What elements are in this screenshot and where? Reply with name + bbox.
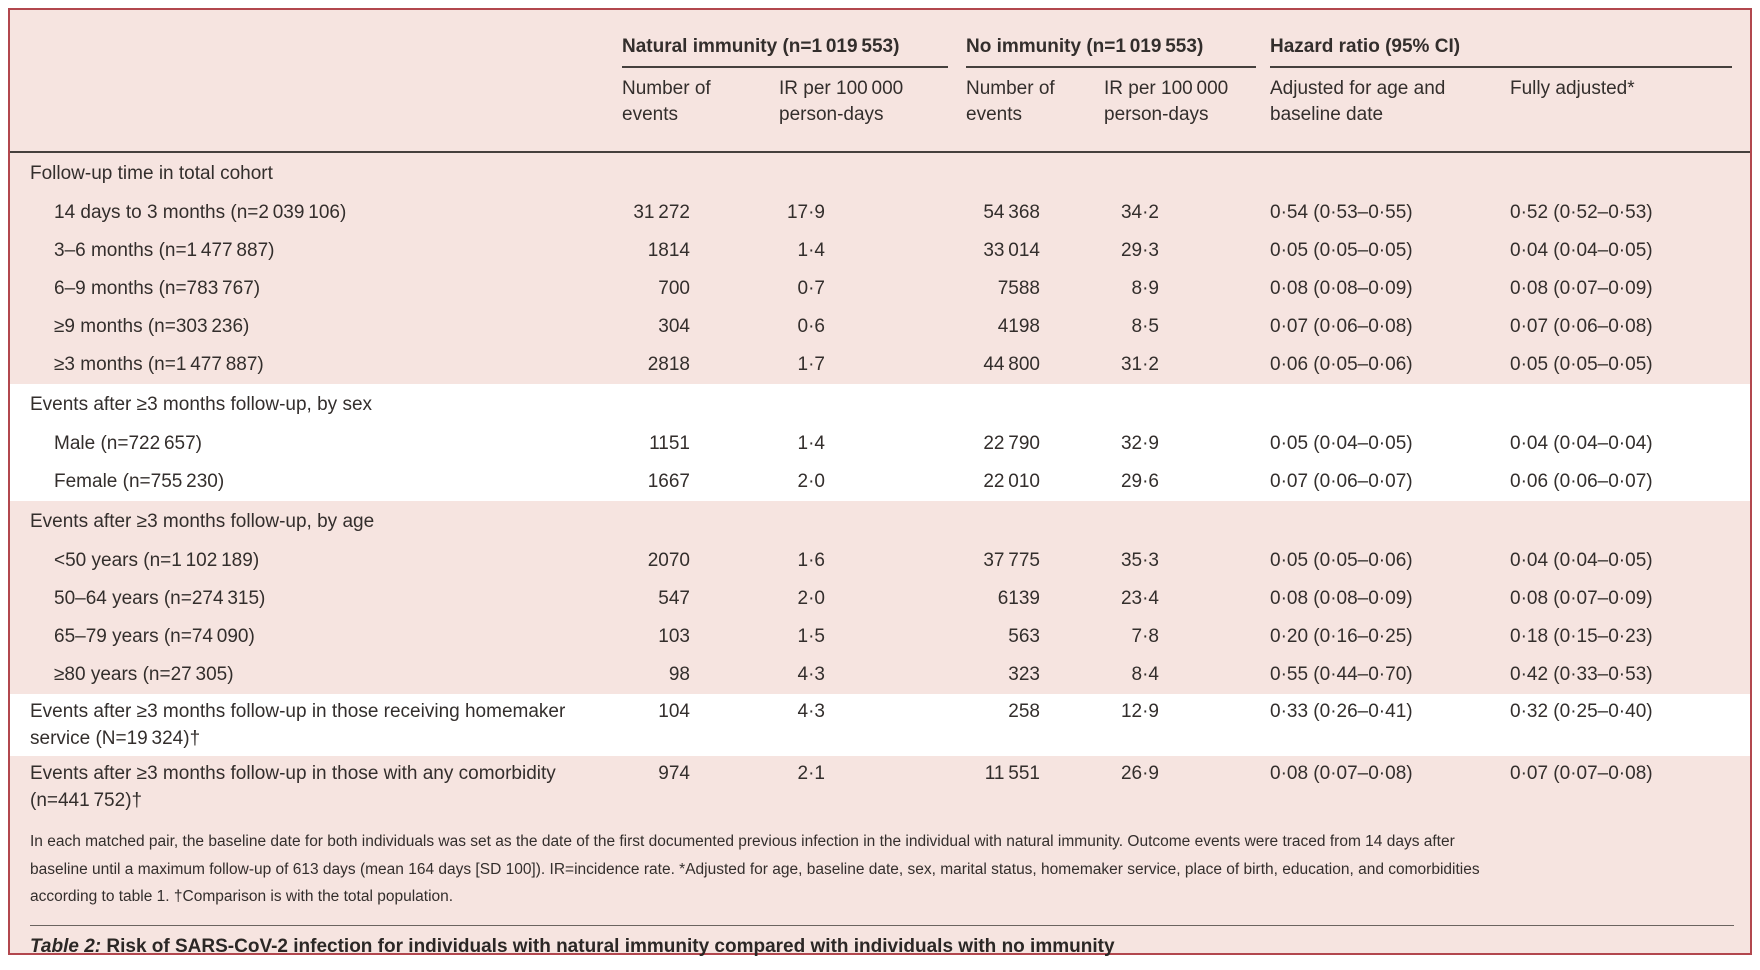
noimmunity-ir-value: 7·8 [1131,626,1159,647]
natural-events-value: 2070 [647,550,690,571]
noimmunity-ir-cell [1104,463,1270,501]
hr-fully-adjusted-cell: 0·04 (0·04–0·04) [1510,433,1653,454]
hr-adjusted-cell: 0·06 (0·05–0·06) [1270,354,1413,375]
hr-fully-adjusted-cell: 0·08 (0·07–0·09) [1510,278,1653,299]
row-label: 14 days to 3 months (n=2 039 106) [54,202,347,223]
natural-events-cell [622,580,779,618]
noimmunity-ir-value: 8·5 [1131,316,1159,337]
hr-fully-adjusted-cell: 0·18 (0·15–0·23) [1510,626,1653,647]
natural-ir-value: 1·6 [797,550,825,571]
table-caption [30,936,1730,958]
hr-adjusted-cell: 0·07 (0·06–0·08) [1270,316,1413,337]
column-header-noimmunity-ir [1104,68,1270,152]
natural-events-cell [622,308,779,346]
table-row [10,756,1750,818]
row-label: ≥9 months (n=303 236) [54,316,250,337]
column-group-no-immunity [966,10,1270,68]
header-line: IR per 100 000 [1104,78,1229,99]
noimmunity-events-cell [966,694,1104,756]
section-comorbidity [10,756,1750,818]
table-row [10,618,1750,656]
table-row [10,580,1750,618]
natural-events-value: 1667 [647,471,690,492]
no-immunity-group-label: No immunity (n=1 019 553) [966,36,1256,68]
natural-ir-cell [779,580,966,618]
noimmunity-events-value: 37 775 [983,550,1040,571]
lancet-table-card [8,8,1752,955]
natural-events-value: 1151 [649,433,690,454]
hr-fully-adjusted-cell: 0·42 (0·33–0·53) [1510,664,1653,685]
hr-fully-adjusted-cell: 0·07 (0·07–0·08) [1510,763,1653,784]
natural-ir-value: 2·1 [797,763,825,784]
row-label: 65–79 years (n=74 090) [54,626,255,647]
noimmunity-events-value: 323 [1008,664,1040,685]
hr-adjusted-cell: 0·07 (0·06–0·07) [1270,471,1413,492]
natural-ir-cell [779,463,966,501]
natural-ir-cell [779,194,966,232]
natural-events-cell [622,463,779,501]
noimmunity-events-cell [966,656,1104,694]
noimmunity-ir-value: 31·2 [1120,354,1159,375]
natural-ir-value: 2·0 [797,588,825,609]
natural-events-value: 304 [658,316,690,337]
column-header-natural-events [622,68,779,152]
hr-adjusted-cell: 0·55 (0·44–0·70) [1270,664,1413,685]
natural-ir-cell [779,270,966,308]
hr-fully-adjusted-cell: 0·04 (0·04–0·05) [1510,240,1653,261]
hr-adjusted-cell: 0·20 (0·16–0·25) [1270,626,1413,647]
noimmunity-events-cell [966,270,1104,308]
row-label: ≥3 months (n=1 477 887) [54,354,264,375]
hr-adjusted-cell: 0·08 (0·08–0·09) [1270,588,1413,609]
noimmunity-ir-value: 8·9 [1131,278,1159,299]
natural-ir-value: 4·3 [797,701,825,722]
column-header-noimmunity-events [966,68,1104,152]
noimmunity-events-value: 258 [1008,701,1040,722]
natural-ir-value: 2·0 [797,471,825,492]
noimmunity-ir-value: 34·2 [1120,202,1159,223]
section-homemaker [10,694,1750,756]
noimmunity-ir-value: 32·9 [1120,433,1159,454]
natural-events-cell [622,346,779,384]
row-label: ≥80 years (n=27 305) [54,664,234,685]
caption-title: Risk of SARS-CoV-2 infection for individuals with natural immunity compared with individuals with no immunity [101,935,1115,957]
noimmunity-events-value: 563 [1008,626,1040,647]
table-row [10,346,1750,384]
natural-events-value: 31 272 [633,202,690,223]
section-label: Events after ≥3 months follow-up, by sex [30,393,373,415]
noimmunity-events-cell [966,346,1104,384]
hr-fully-adjusted-cell: 0·06 (0·06–0·07) [1510,471,1653,492]
hr-fully-adjusted-cell: 0·05 (0·05–0·05) [1510,354,1653,375]
row-label: 50–64 years (n=274 315) [54,588,266,609]
natural-ir-cell [779,618,966,656]
hr-fully-adjusted-cell: 0·08 (0·07–0·09) [1510,588,1653,609]
natural-events-value: 103 [658,626,690,647]
results-table [10,10,1750,818]
natural-events-value: 104 [658,701,690,722]
caption-table-number: Table 2: [30,935,102,957]
natural-ir-value: 0·7 [797,278,825,299]
noimmunity-ir-cell [1104,425,1270,463]
hr-adjusted-cell: 0·08 (0·08–0·09) [1270,278,1413,299]
natural-ir-value: 1·4 [797,240,825,261]
noimmunity-events-cell [966,542,1104,580]
noimmunity-ir-cell [1104,270,1270,308]
noimmunity-events-cell [966,232,1104,270]
noimmunity-events-cell [966,425,1104,463]
section-followup-time [10,152,1750,384]
natural-ir-cell [779,756,966,818]
noimmunity-ir-cell [1104,308,1270,346]
header-line: Adjusted for age and [1270,78,1446,99]
table-row [10,232,1750,270]
natural-ir-value: 17·9 [786,202,825,223]
hr-adjusted-cell: 0·05 (0·05–0·05) [1270,240,1413,261]
hazard-ratio-group-label: Hazard ratio (95% CI) [1270,36,1732,68]
noimmunity-ir-cell [1104,580,1270,618]
noimmunity-events-value: 7588 [997,278,1040,299]
noimmunity-events-cell [966,580,1104,618]
table-footnote: In each matched pair, the baseline date for both individuals was set as the date of the first documented previous infection in the individual with natural immunity. Outcome events were traced from 14 days after baseline until a maximum follow-up of 613 days (mean 164 days [SD 100]). IR=incidence rate. *Adjusted for age, baseline date, sex, marital status, homemaker service, place of birth, education, and comorbidities according to table 1. †Comparison is with the total population. [30,833,1480,905]
natural-events-cell [622,542,779,580]
noimmunity-ir-value: 29·3 [1120,240,1159,261]
hr-fully-adjusted-cell: 0·52 (0·52–0·53) [1510,202,1653,223]
table-row [10,425,1750,463]
row-label: Male (n=722 657) [54,433,202,454]
natural-ir-cell [779,656,966,694]
header-line: Fully adjusted* [1510,78,1635,99]
section-by-age [10,501,1750,694]
natural-ir-value: 1·7 [797,354,825,375]
section-label: Events after ≥3 months follow-up, by age [30,510,375,532]
table-row [10,694,1750,756]
natural-ir-cell [779,232,966,270]
noimmunity-ir-cell [1104,694,1270,756]
noimmunity-ir-cell [1104,756,1270,818]
table-header [10,10,1750,152]
column-group-natural-immunity [622,10,966,68]
header-line: person-days [1104,104,1209,125]
row-label: Female (n=755 230) [54,471,225,492]
row-label: Events after ≥3 months follow-up in those with any comorbidity (n=441 752)† [30,763,556,811]
noimmunity-ir-cell [1104,232,1270,270]
hr-adjusted-cell: 0·05 (0·05–0·06) [1270,550,1413,571]
column-group-hazard-ratio [1270,10,1750,68]
column-header-row [10,68,1750,152]
section-header-row [10,501,1750,542]
noimmunity-ir-cell [1104,194,1270,232]
header-line: IR per 100 000 [779,78,904,99]
hr-fully-adjusted-cell: 0·04 (0·04–0·05) [1510,550,1653,571]
header-line: baseline date [1270,104,1384,125]
noimmunity-ir-cell [1104,618,1270,656]
noimmunity-ir-value: 35·3 [1120,550,1159,571]
natural-events-cell [622,425,779,463]
natural-ir-cell [779,694,966,756]
natural-ir-cell [779,346,966,384]
natural-ir-value: 1·5 [797,626,825,647]
noimmunity-events-cell [966,618,1104,656]
header-line: Number of [966,78,1055,99]
natural-events-cell [622,756,779,818]
natural-events-value: 700 [658,278,690,299]
section-header-row [10,152,1750,194]
noimmunity-events-cell [966,308,1104,346]
noimmunity-events-value: 6139 [997,588,1040,609]
noimmunity-events-value: 54 368 [983,202,1040,223]
natural-immunity-group-label: Natural immunity (n=1 019 553) [622,36,948,68]
column-group-row [10,10,1750,68]
table-row [10,463,1750,501]
header-line: Number of [622,78,711,99]
noimmunity-ir-value: 23·4 [1120,588,1159,609]
hr-adjusted-cell: 0·05 (0·04–0·05) [1270,433,1413,454]
natural-events-value: 2818 [647,354,690,375]
caption-divider [30,925,1734,926]
hr-fully-adjusted-cell: 0·32 (0·25–0·40) [1510,701,1653,722]
section-by-sex [10,384,1750,501]
noimmunity-ir-cell [1104,656,1270,694]
natural-ir-cell [779,425,966,463]
natural-ir-cell [779,542,966,580]
noimmunity-ir-value: 8·4 [1131,664,1159,685]
noimmunity-events-cell [966,756,1104,818]
header-line: person-days [779,104,884,125]
noimmunity-events-cell [966,194,1104,232]
noimmunity-ir-value: 12·9 [1120,701,1159,722]
column-header-hr-adjusted [1270,68,1510,152]
column-header-hr-fully-adjusted [1510,68,1750,152]
row-label: 3–6 months (n=1 477 887) [54,240,275,261]
hr-adjusted-cell: 0·08 (0·07–0·08) [1270,763,1413,784]
natural-events-cell [622,270,779,308]
noimmunity-events-cell [966,463,1104,501]
natural-ir-cell [779,308,966,346]
natural-ir-value: 0·6 [797,316,825,337]
hr-adjusted-cell: 0·54 (0·53–0·55) [1270,202,1413,223]
natural-events-cell [622,618,779,656]
table-row [10,308,1750,346]
noimmunity-ir-value: 29·6 [1120,471,1159,492]
natural-ir-value: 4·3 [797,664,825,685]
row-label: 6–9 months (n=783 767) [54,278,261,299]
header-line: events [966,104,1022,125]
table-row [10,270,1750,308]
section-label: Follow-up time in total cohort [30,162,273,184]
noimmunity-events-value: 22 790 [983,433,1040,454]
noimmunity-ir-value: 26·9 [1120,763,1159,784]
natural-events-cell [622,194,779,232]
row-label: Events after ≥3 months follow-up in those receiving homemaker service (N=19 324)† [30,701,566,749]
row-label: <50 years (n=1 102 189) [54,550,260,571]
natural-events-cell [622,694,779,756]
natural-events-value: 1814 [647,240,690,261]
natural-ir-value: 1·4 [797,433,825,454]
hr-fully-adjusted-cell: 0·07 (0·06–0·08) [1510,316,1653,337]
empty-corner-cell [10,10,622,68]
table-row [10,656,1750,694]
noimmunity-events-value: 11 551 [984,763,1040,784]
column-header-natural-ir [779,68,966,152]
natural-events-value: 974 [658,763,690,784]
natural-events-value: 98 [668,664,690,685]
natural-events-value: 547 [658,588,690,609]
noimmunity-ir-cell [1104,542,1270,580]
noimmunity-events-value: 22 010 [983,471,1040,492]
natural-events-cell [622,656,779,694]
table-row [10,542,1750,580]
noimmunity-events-value: 4198 [997,316,1040,337]
empty-header-cell [10,68,622,152]
noimmunity-events-value: 33 014 [983,240,1040,261]
noimmunity-ir-cell [1104,346,1270,384]
section-header-row [10,384,1750,425]
noimmunity-events-value: 44 800 [983,354,1040,375]
header-line: events [622,104,678,125]
natural-events-cell [622,232,779,270]
table-row [10,194,1750,232]
hr-adjusted-cell: 0·33 (0·26–0·41) [1270,701,1413,722]
